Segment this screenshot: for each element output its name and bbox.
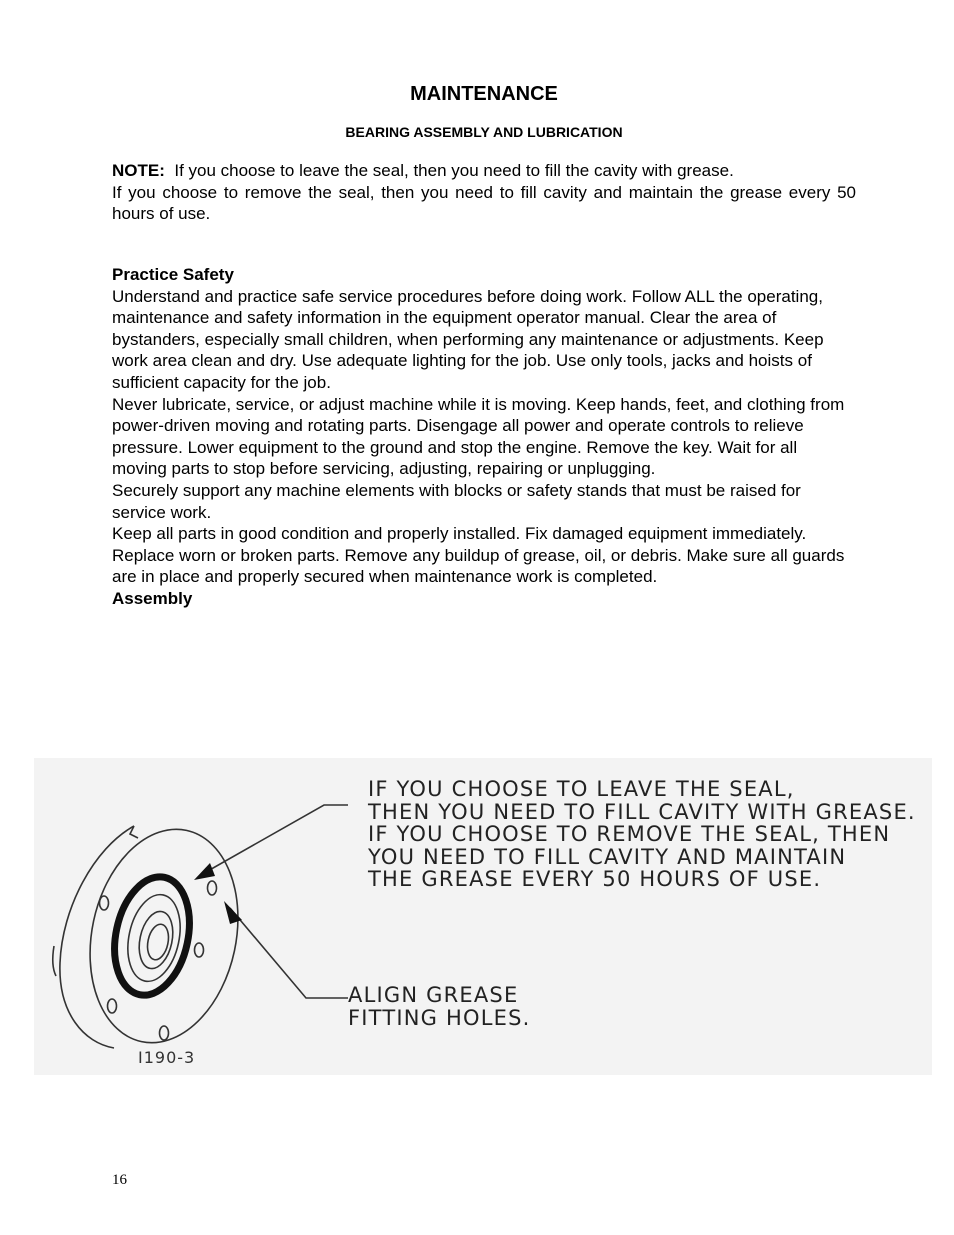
align-callout-text: ALIGN GREASE FITTING HOLES. bbox=[348, 983, 531, 1030]
seal-arrow-head bbox=[194, 863, 215, 880]
seal-leader-line bbox=[199, 805, 348, 876]
safety-paragraph-2: Never lubricate, service, or adjust machine while it is moving. Keep hands, feet, and clothing from power-driven moving and rotating parts. Disengage all power and operate controls to relieve pressure. Lower equipment to the ground and stop the engine. Remove the key. Wait for all moving parts to stop before servicing, adjusting, repairing or unplugging. bbox=[112, 394, 845, 479]
bolt-hole bbox=[208, 881, 217, 895]
note-line-2: If you choose to remove the seal, then you need to fill cavity and maintain the grease every 50 hours of use. bbox=[112, 182, 856, 224]
seal-callout-text: IF YOU CHOOSE TO LEAVE THE SEAL, THEN YOU NEED TO FILL CAVITY WITH GREASE. IF YOU CHOOSE TO REMOVE THE SEAL, THEN YOU NEED TO FILL CAVITY AND MAINTAIN THE GREASE EVERY 50 HOURS OF USE. bbox=[368, 777, 916, 892]
bolt-hole bbox=[108, 999, 117, 1013]
safety-heading: Practice Safety bbox=[112, 265, 234, 284]
safety-paragraph-1: Understand and practice safe service procedures before doing work. Follow ALL the operating, maintenance and safety information in the equipment operator manual. Clear the area of bystanders, especially small children, when performing any maintenance or adjustments. Keep work area clean and dry. Use adequate lighting for the job. Use only tools, jacks and hoists of sufficient capacity for the job. bbox=[112, 286, 824, 392]
section-subtitle: BEARING ASSEMBLY AND LUBRICATION bbox=[345, 124, 623, 140]
note-block bbox=[112, 160, 856, 225]
page-number: 16 bbox=[112, 1172, 127, 1188]
figure-label: I190-3 bbox=[138, 1048, 196, 1067]
align-arrow-head bbox=[224, 901, 242, 924]
flange-side-line bbox=[53, 946, 56, 976]
align-leader-line bbox=[230, 908, 348, 998]
note-line-1: If you choose to leave the seal, then you need to fill the cavity with grease. bbox=[174, 161, 734, 180]
safety-paragraph-3: Securely support any machine elements with blocks or safety stands that must be raised for service work. bbox=[112, 480, 801, 522]
bolt-hole bbox=[195, 943, 204, 957]
bolt-hole bbox=[160, 1026, 169, 1040]
flange-face bbox=[71, 815, 257, 1056]
bolt-hole bbox=[100, 896, 109, 910]
safety-paragraph-4: Keep all parts in good condition and properly installed. Fix damaged equipment immediately. Replace worn or broken parts. Remove any buildup of grease, oil, or debris. Make sure all guards are in place and properly secured when maintenance work is completed. bbox=[112, 524, 845, 587]
safety-section bbox=[112, 264, 856, 610]
seal-ring bbox=[104, 870, 199, 1002]
page-title: MAINTENANCE bbox=[410, 83, 558, 105]
note-label: NOTE: bbox=[112, 161, 165, 180]
assembly-heading: Assembly bbox=[112, 588, 193, 608]
bearing-figure bbox=[34, 758, 932, 1075]
